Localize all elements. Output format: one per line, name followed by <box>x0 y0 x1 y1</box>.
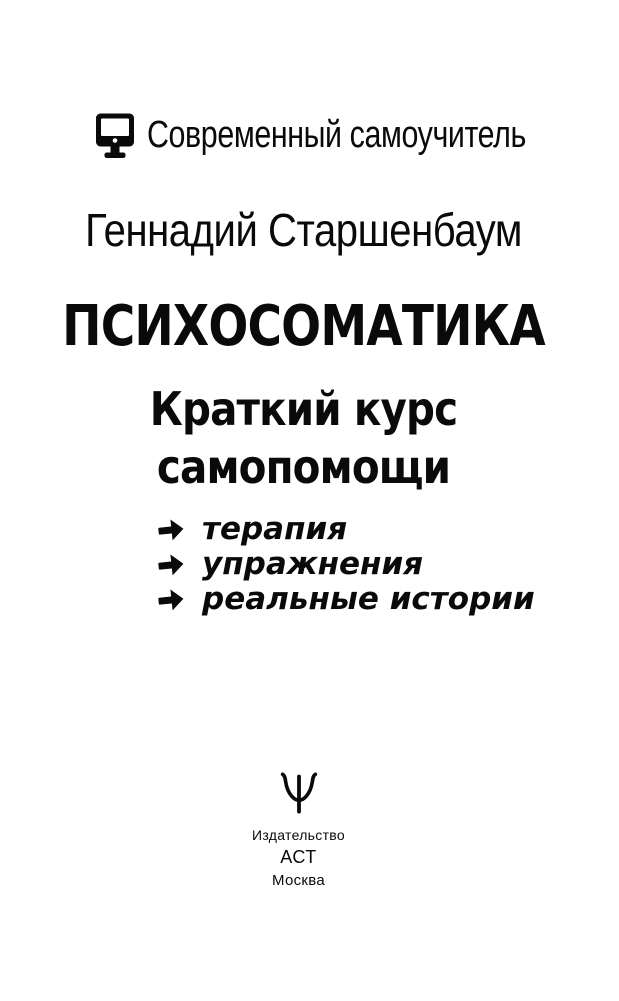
feature-label: терапия <box>202 511 348 547</box>
feature-label: реальные истории <box>202 581 535 617</box>
publisher-name: АСТ <box>280 847 317 867</box>
series-title: Современный самоучитель <box>147 114 526 156</box>
feature-list <box>158 513 535 616</box>
book-subtitle <box>31 381 576 497</box>
feature-label: упражнения <box>202 546 424 582</box>
publisher-label: Издательство <box>252 827 345 843</box>
feature-item <box>158 583 535 616</box>
monitor-icon <box>95 112 135 159</box>
series-header <box>95 112 619 159</box>
publisher-block <box>0 771 608 889</box>
subtitle-line-1: Краткий курс <box>149 382 458 436</box>
arrow-right-icon <box>158 554 184 576</box>
arrow-right-icon <box>158 519 184 541</box>
psi-icon <box>279 771 319 814</box>
author-name: Геннадий Старшенбаум <box>85 204 522 256</box>
feature-item <box>158 513 535 546</box>
feature-item <box>158 548 535 581</box>
subtitle-line-2: самопомощи <box>156 439 451 494</box>
publisher-city: Москва <box>271 872 325 889</box>
book-title: ПСИХОСОМАТИКА <box>62 294 545 359</box>
arrow-right-icon <box>158 589 184 611</box>
